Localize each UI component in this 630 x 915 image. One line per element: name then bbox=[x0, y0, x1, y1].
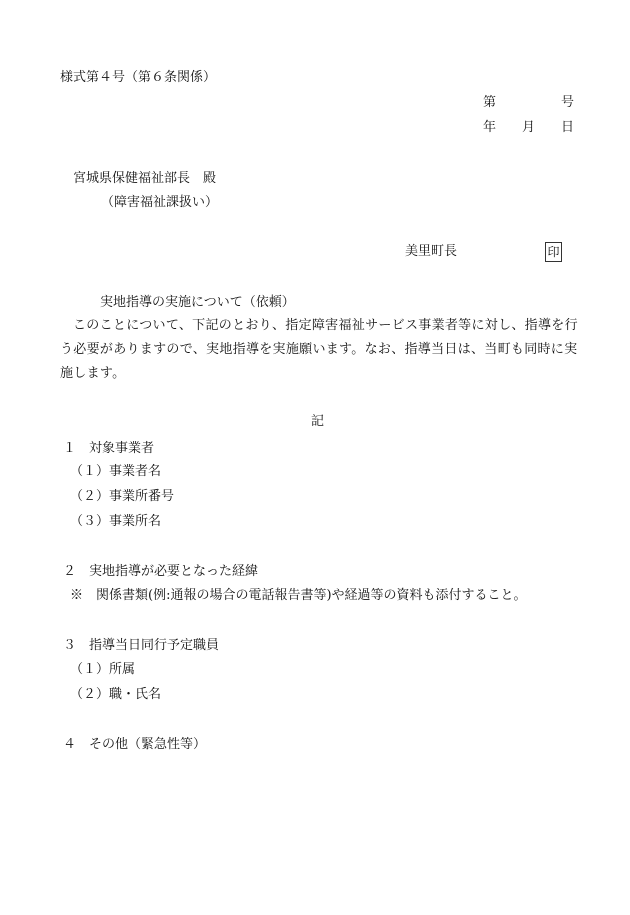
body-paragraph: このことについて、下記のとおり、指定障害福祉サービス事業者等に対し、指導を行う必要がありますので、実地指導を実施願います。なお、指導当日は、当町も同時に実施します。 bbox=[60, 318, 578, 381]
doc-number-dai: 第 bbox=[483, 95, 497, 110]
addressee-name: 宮城県保健福祉部長 殿 bbox=[73, 171, 217, 186]
doc-number-go: 号 bbox=[561, 95, 575, 110]
form-label: 様式第４号（第６条関係） bbox=[60, 70, 217, 85]
item-3-heading: ３ 指導当日同行予定職員 bbox=[63, 638, 220, 653]
item-1-sub-1: （１）事業者名 bbox=[70, 464, 162, 479]
item-2-heading: ２ 実地指導が必要となった経緯 bbox=[63, 564, 259, 579]
date-year-label: 年 bbox=[483, 120, 497, 135]
date-day-label: 日 bbox=[561, 120, 575, 135]
item-1-sub-3: （３）事業所名 bbox=[70, 514, 162, 529]
item-2-note: ※ 関係書類(例:通報の場合の電話報告書等)や経過等の資料も添付すること。 bbox=[70, 588, 527, 603]
subject-title: 実地指導の実施について（依頼） bbox=[100, 295, 295, 310]
sender-name: 美里町長 bbox=[405, 244, 458, 259]
item-3-sub-2: （２）職・氏名 bbox=[70, 687, 162, 702]
item-1-sub-2: （２）事業所番号 bbox=[70, 489, 175, 504]
item-3-sub-1: （１）所属 bbox=[70, 662, 136, 677]
date-month-label: 月 bbox=[522, 120, 536, 135]
seal-mark: 印 bbox=[545, 242, 562, 262]
addressee-dept: （障害福祉課扱い） bbox=[101, 195, 219, 210]
item-4-heading: ４ その他（緊急性等） bbox=[63, 737, 207, 752]
ki-heading: 記 bbox=[311, 414, 325, 429]
item-1-heading: １ 対象事業者 bbox=[63, 441, 155, 456]
